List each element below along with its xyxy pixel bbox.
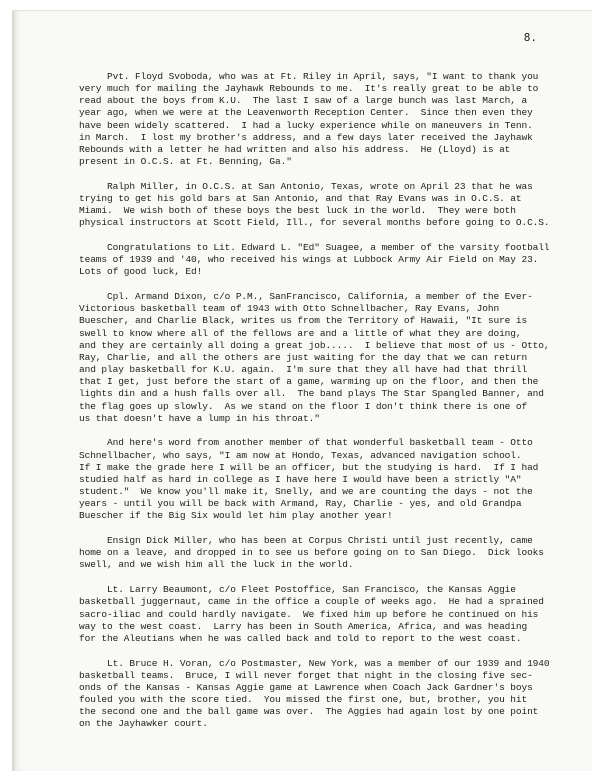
text-line: Buescher, and Charlie Black, writes us from the Territory of Hawaii, "It sure is [79, 315, 528, 327]
text-line: for the Aleutians when he was called back and told to report to the west coast. [79, 632, 522, 644]
text-line: Buescher if the Big Six would let him play another year! [79, 510, 393, 522]
paragraph [79, 658, 569, 731]
text-line: in March. I lost my brother's address, and a few days later received the Jayhawk [79, 131, 533, 143]
paragraph [79, 584, 569, 645]
text-line: Lt. Larry Beaumont, c/o Fleet Postoffice, San Francisco, the Kansas Aggie [79, 584, 516, 596]
text-line: and they are certainly all doing a great job..... I believe that most of us - Otto, [79, 339, 550, 351]
text-line: very much for mailing the Jayhawk Rebounds to me. It's really great to be able to [79, 83, 539, 95]
text-line: fouled you with the score tied. You missed the first one, but, brother, you hit [79, 694, 528, 706]
text-line: lights din and a hush falls over all. The band plays The Star Spangled Banner, and [79, 388, 544, 400]
text-line: Cpl. Armand Dixon, c/o P.M., SanFrancisco, California, a member of the Ever- [79, 291, 533, 303]
text-line: swell, and we wish him all the luck in the world. [79, 559, 354, 571]
text-line: present in O.C.S. at Ft. Benning, Ga." [79, 156, 292, 168]
text-line: years - until you will be back with Armand, Ray, Charlie - yes, and old Grandpa [79, 498, 522, 510]
text-line: Rebounds with a letter he had written and also his address. He (Lloyd) is at [79, 143, 511, 155]
text-line: physical instructors at Scott Field, Ill., for several months before going to O.C.S. [79, 217, 550, 229]
text-line: Ray, Charlie, and all the others are just waiting for the day that we can return [79, 351, 528, 363]
text-line: swell to know where all of the fellows are and a little of what they are doing, [79, 327, 522, 339]
text-line: And here's word from another member of that wonderful basketball team - Otto [79, 437, 533, 449]
text-line: Schnellbacher, who says, "I am now at Hondo, Texas, advanced navigation school. [79, 449, 522, 461]
text-line: onds of the Kansas - Kansas Aggie game at Lawrence when Coach Jack Gardner's boys [79, 681, 533, 693]
text-line: basketball juggernaut, came in the office a couple of weeks ago. He had a sprained [79, 596, 544, 608]
page-sheet [12, 10, 592, 771]
text-line: Miami. We wish both of these boys the best luck in the world. They were both [79, 205, 516, 217]
text-line: home on a leave, and dropped in to see us before going on to San Diego. Dick looks [79, 547, 544, 559]
text-line: the second one and the ball game was over. The Aggies had again lost by one point [79, 706, 539, 718]
text-line: studied half as hard in college as I have here I would have been a strictly "A" [79, 473, 522, 485]
text-line: teams of 1939 and '40, who received his wings at Lubbock Army Air Field on May 23. [79, 254, 539, 266]
text-line: Victorious basketball team of 1943 with Otto Schnellbacher, Ray Evans, John [79, 303, 500, 315]
text-line: on the Jayhawker court. [79, 718, 208, 730]
text-line: student." We know you'll make it, Snelly, and we are counting the days - not the [79, 486, 533, 498]
text-line: the flag goes up slowly. As we stand on the floor I don't think there is one of [79, 400, 528, 412]
paragraph [79, 71, 569, 168]
paragraph [79, 181, 569, 230]
text-line: Pvt. Floyd Svoboda, who was at Ft. Riley in April, says, "I want to thank you [79, 71, 539, 82]
text-line: read about the boys from K.U. The last I saw of a large bunch was last March, a [79, 95, 528, 107]
text-line: Lots of good luck, Ed! [79, 266, 203, 278]
text-line: and play basketball for K.U. again. I'm sure that they all have had that thrill [79, 364, 528, 376]
text-line: Lt. Bruce H. Voran, c/o Postmaster, New York, was a member of our 1939 and 1940 [79, 657, 550, 669]
text-line: year ago, when we were at the Leavenworth Reception Center. Since then even they [79, 107, 533, 119]
text-line: trying to get his gold bars at San Antonio, and that Ray Evans was in O.C.S. at [79, 193, 522, 204]
text-line: Congratulations to Lit. Edward L. "Ed" Suagee, a member of the varsity football [79, 242, 550, 254]
paragraph [79, 535, 569, 571]
paragraph [79, 437, 569, 522]
text-line: us that doesn't have a lump in his throat." [79, 412, 320, 424]
text-line: way to the west coast. Larry has been in South America, Africa, and was heading [79, 620, 528, 632]
document-body [79, 71, 569, 743]
text-line: sacro-iliac and could hardly navigate. We fixed him up before he continued on his [79, 608, 539, 620]
paragraph [79, 242, 569, 278]
text-line: have been widely scattered. I had a lucky experience while on maneuvers in Tenn. [79, 119, 533, 131]
paragraph [79, 291, 569, 425]
text-line: If I make the grade here I will be an officer, but the studying is hard. If I had [79, 461, 539, 473]
text-line: basketball teams. Bruce, I will never forget that night in the closing five sec- [79, 669, 533, 681]
text-line: that I get, just before the start of a game, warming up on the floor, and then the [79, 376, 539, 388]
text-line: Ralph Miller, in O.C.S. at San Antonio, Texas, wrote on April 23 that he was [79, 180, 533, 192]
page-number: 8. [523, 31, 537, 44]
text-line: Ensign Dick Miller, who has been at Corpus Christi until just recently, came [79, 535, 533, 547]
